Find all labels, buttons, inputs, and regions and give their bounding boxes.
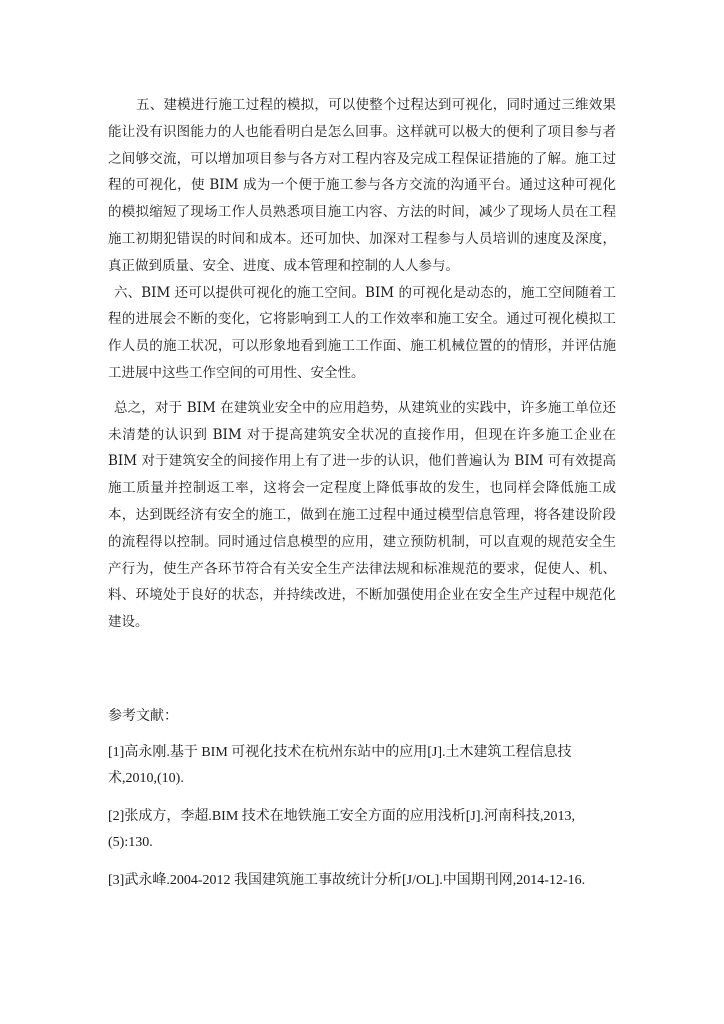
reference-item: [2]张成方，李超.BIM 技术在地铁施工安全方面的应用浅析[J].河南科技,2013,(5):130.	[108, 809, 576, 850]
paragraph-five: 五、建模进行施工过程的模拟，可以使整个过程达到可视化，同时通过三维效果能让没有识图能力的人也能看明白是怎么回事。这样就可以极大的便利了项目参与者之间够交流，可以增加项目参与各方对工程内容及完成工程保证措施的了解。施工过程的可视化，使 BIM 成为一个便于施工参与各方交流的沟通平台。通过这种可视化的模拟缩短了现场工作人员熟悉项目施工内容、方法的时间，减少了现场人员在工程施工初期犯错误的时间和成本。还可加快、加深对工程参与人员培训的速度及深度，真正做到质量、安全、进度、成本管理和控制的人人参与。	[108, 97, 616, 274]
reference-item: [3]武永峰.2004-2012 我国建筑施工事故统计分析[J/OL].中国期刊网,2014-12-16.	[108, 873, 586, 888]
references-list	[108, 740, 616, 906]
paragraph-six: 六、BIM 还可以提供可视化的施工空间。BIM 的可视化是动态的，施工空间随着工程的进展会不断的变化，它将影响到工人的工作效率和施工安全。通过可视化模拟工作人员的施工状况，可以形象地看到施工工作面、施工机械位置的的情形，并评估施工进展中这些工作空间的可用性、安全性。	[108, 284, 616, 381]
paragraph-conclusion: 总之，对于 BIM 在建筑业安全中的应用趋势，从建筑业的实践中，许多施工单位还未清楚的认识到 BIM 对于提高建筑安全状况的直接作用，但现在许多施工企业在 BIM 对于建筑安全的间接作用上有了进一步的认识，他们普遍认为 BIM 可有效提高施工质量并控制返工率，这将会一定程度上降低事故的发生，也同样会降低施工成本，达到既经济有安全的施工，做到在施工过程中通过模型信息管理，将各建设阶段的流程得以控制。同时通过信息模型的应用，建立预防机制，可以直观的规范安全生产行为，使生产各环节符合有关安全生产法律法规和标准规范的要求，促使人、机、料、环境处于良好的状态，并持续改进，不断加强使用企业在安全生产过程中规范化建设。	[108, 399, 616, 631]
reference-item: [1]高永刚.基于 BIM 可视化技术在杭州东站中的应用[J].土木建筑工程信息技术,2010,(10).	[108, 745, 572, 786]
document-page	[108, 92, 616, 888]
references-heading: 参考文献：	[108, 708, 178, 724]
